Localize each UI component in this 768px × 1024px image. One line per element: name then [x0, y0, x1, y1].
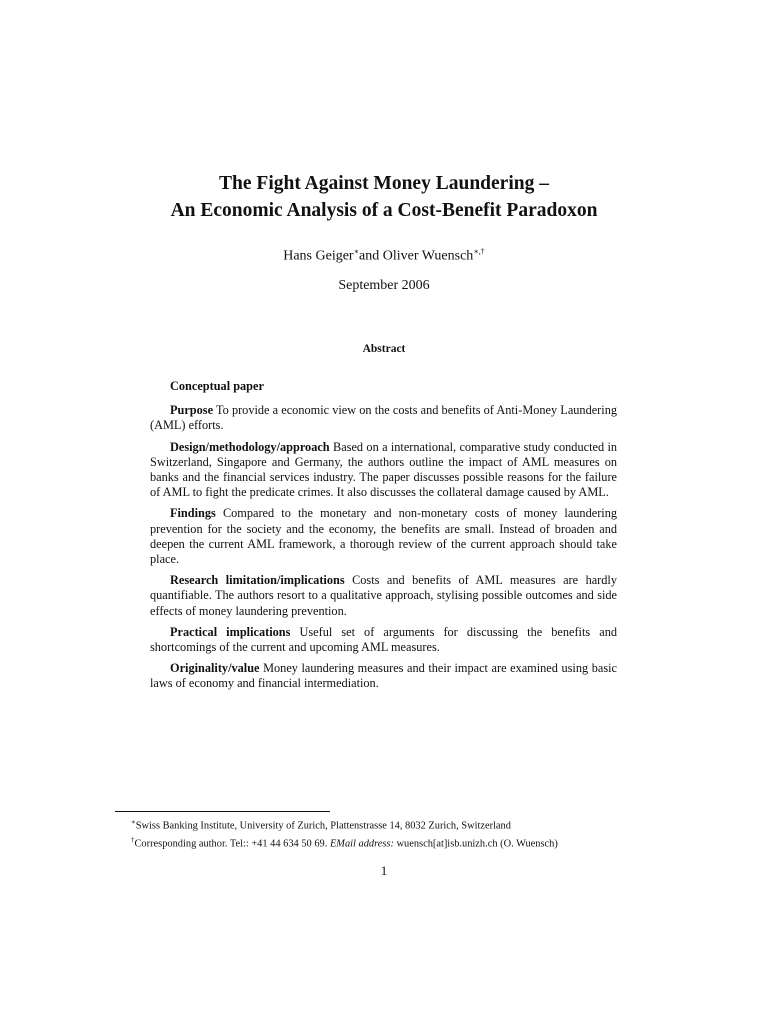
section-text: Based on a international, comparative study conducted in Switzerland, Singapore and Germany, the authors outline the impact of AML measures on banks and the financial services industry. The paper discusses possible reasons for the failure of AML to fight the predicate crimes. It also discusses the collateral damage caused by AML.: [150, 439, 618, 500]
footnote-affiliation: [131, 815, 651, 833]
abstract-section-limitations: [150, 573, 617, 619]
abstract-body: [150, 379, 617, 698]
author-1-affiliation-mark: ∗: [353, 247, 360, 256]
section-text: Money laundering measures and their impact are examined using basic laws of economy and financial intermediation.: [150, 661, 617, 691]
footnote-corresponding-author: [131, 833, 651, 851]
footnotes: [131, 815, 651, 852]
section-label: Purpose: [170, 403, 214, 418]
email-address: wuensch[at]isb.unizh.ch (O. Wuensch): [396, 838, 558, 850]
footnote-mark: ∗: [131, 818, 136, 826]
author-2-name: and Oliver Wuensch: [359, 248, 474, 264]
paper-type-label: Conceptual paper: [170, 379, 264, 393]
paper-type: [150, 379, 617, 394]
section-label: Originality/value: [170, 661, 260, 676]
section-text: Costs and benefits of AML measures are hardly quantifiable. The authors resort to a qualitative approach, stylising possible outcomes and side effects of money laundering prevention.: [150, 573, 617, 618]
abstract-section-design: [150, 440, 617, 501]
footnote-text: Swiss Banking Institute, University of Zurich, Plattenstrasse 14, 8032 Zurich, Switzerland: [135, 820, 511, 832]
author-1-name: Hans Geiger: [283, 248, 354, 264]
abstract-section-originality: [150, 661, 617, 691]
section-text: Useful set of arguments for discussing the benefits and shortcomings of the current and upcoming AML measures.: [150, 624, 617, 655]
email-label: EMail address:: [329, 838, 394, 850]
section-label: Research limitation/implications: [170, 573, 345, 588]
footnote-text: Corresponding author. Tel:: +41 44 634 50 69.: [134, 838, 328, 850]
author-line: [0, 247, 768, 265]
abstract-section-practical: [150, 625, 617, 655]
page-number: 1: [380, 863, 388, 878]
section-label: Practical implications: [170, 624, 291, 639]
section-text: Compared to the monetary and non-monetary costs of money laundering prevention for the society and the economy, the benefits are small. Instead of broaden and deepen the current AML framework, a thorough review of the current approach should take place.: [150, 506, 617, 567]
section-text: To provide a economic view on the costs and benefits of Anti-Money Laundering (AML) efforts.: [150, 403, 617, 433]
abstract-section-findings: [150, 506, 617, 567]
author-2-affiliation-mark: ∗,†: [473, 247, 485, 256]
abstract-heading: Abstract: [362, 343, 406, 355]
paper-title-line-2: An Economic Analysis of a Cost-Benefit Paradoxon: [170, 200, 598, 221]
section-label: Design/methodology/approach: [170, 439, 330, 454]
footnote-separator: [115, 811, 330, 812]
paper-title-line-1: The Fight Against Money Laundering –: [219, 173, 549, 194]
publication-date: September 2006: [338, 278, 430, 293]
footnote-mark: †: [131, 836, 135, 845]
section-label: Findings: [170, 506, 216, 521]
abstract-section-purpose: [150, 403, 617, 433]
